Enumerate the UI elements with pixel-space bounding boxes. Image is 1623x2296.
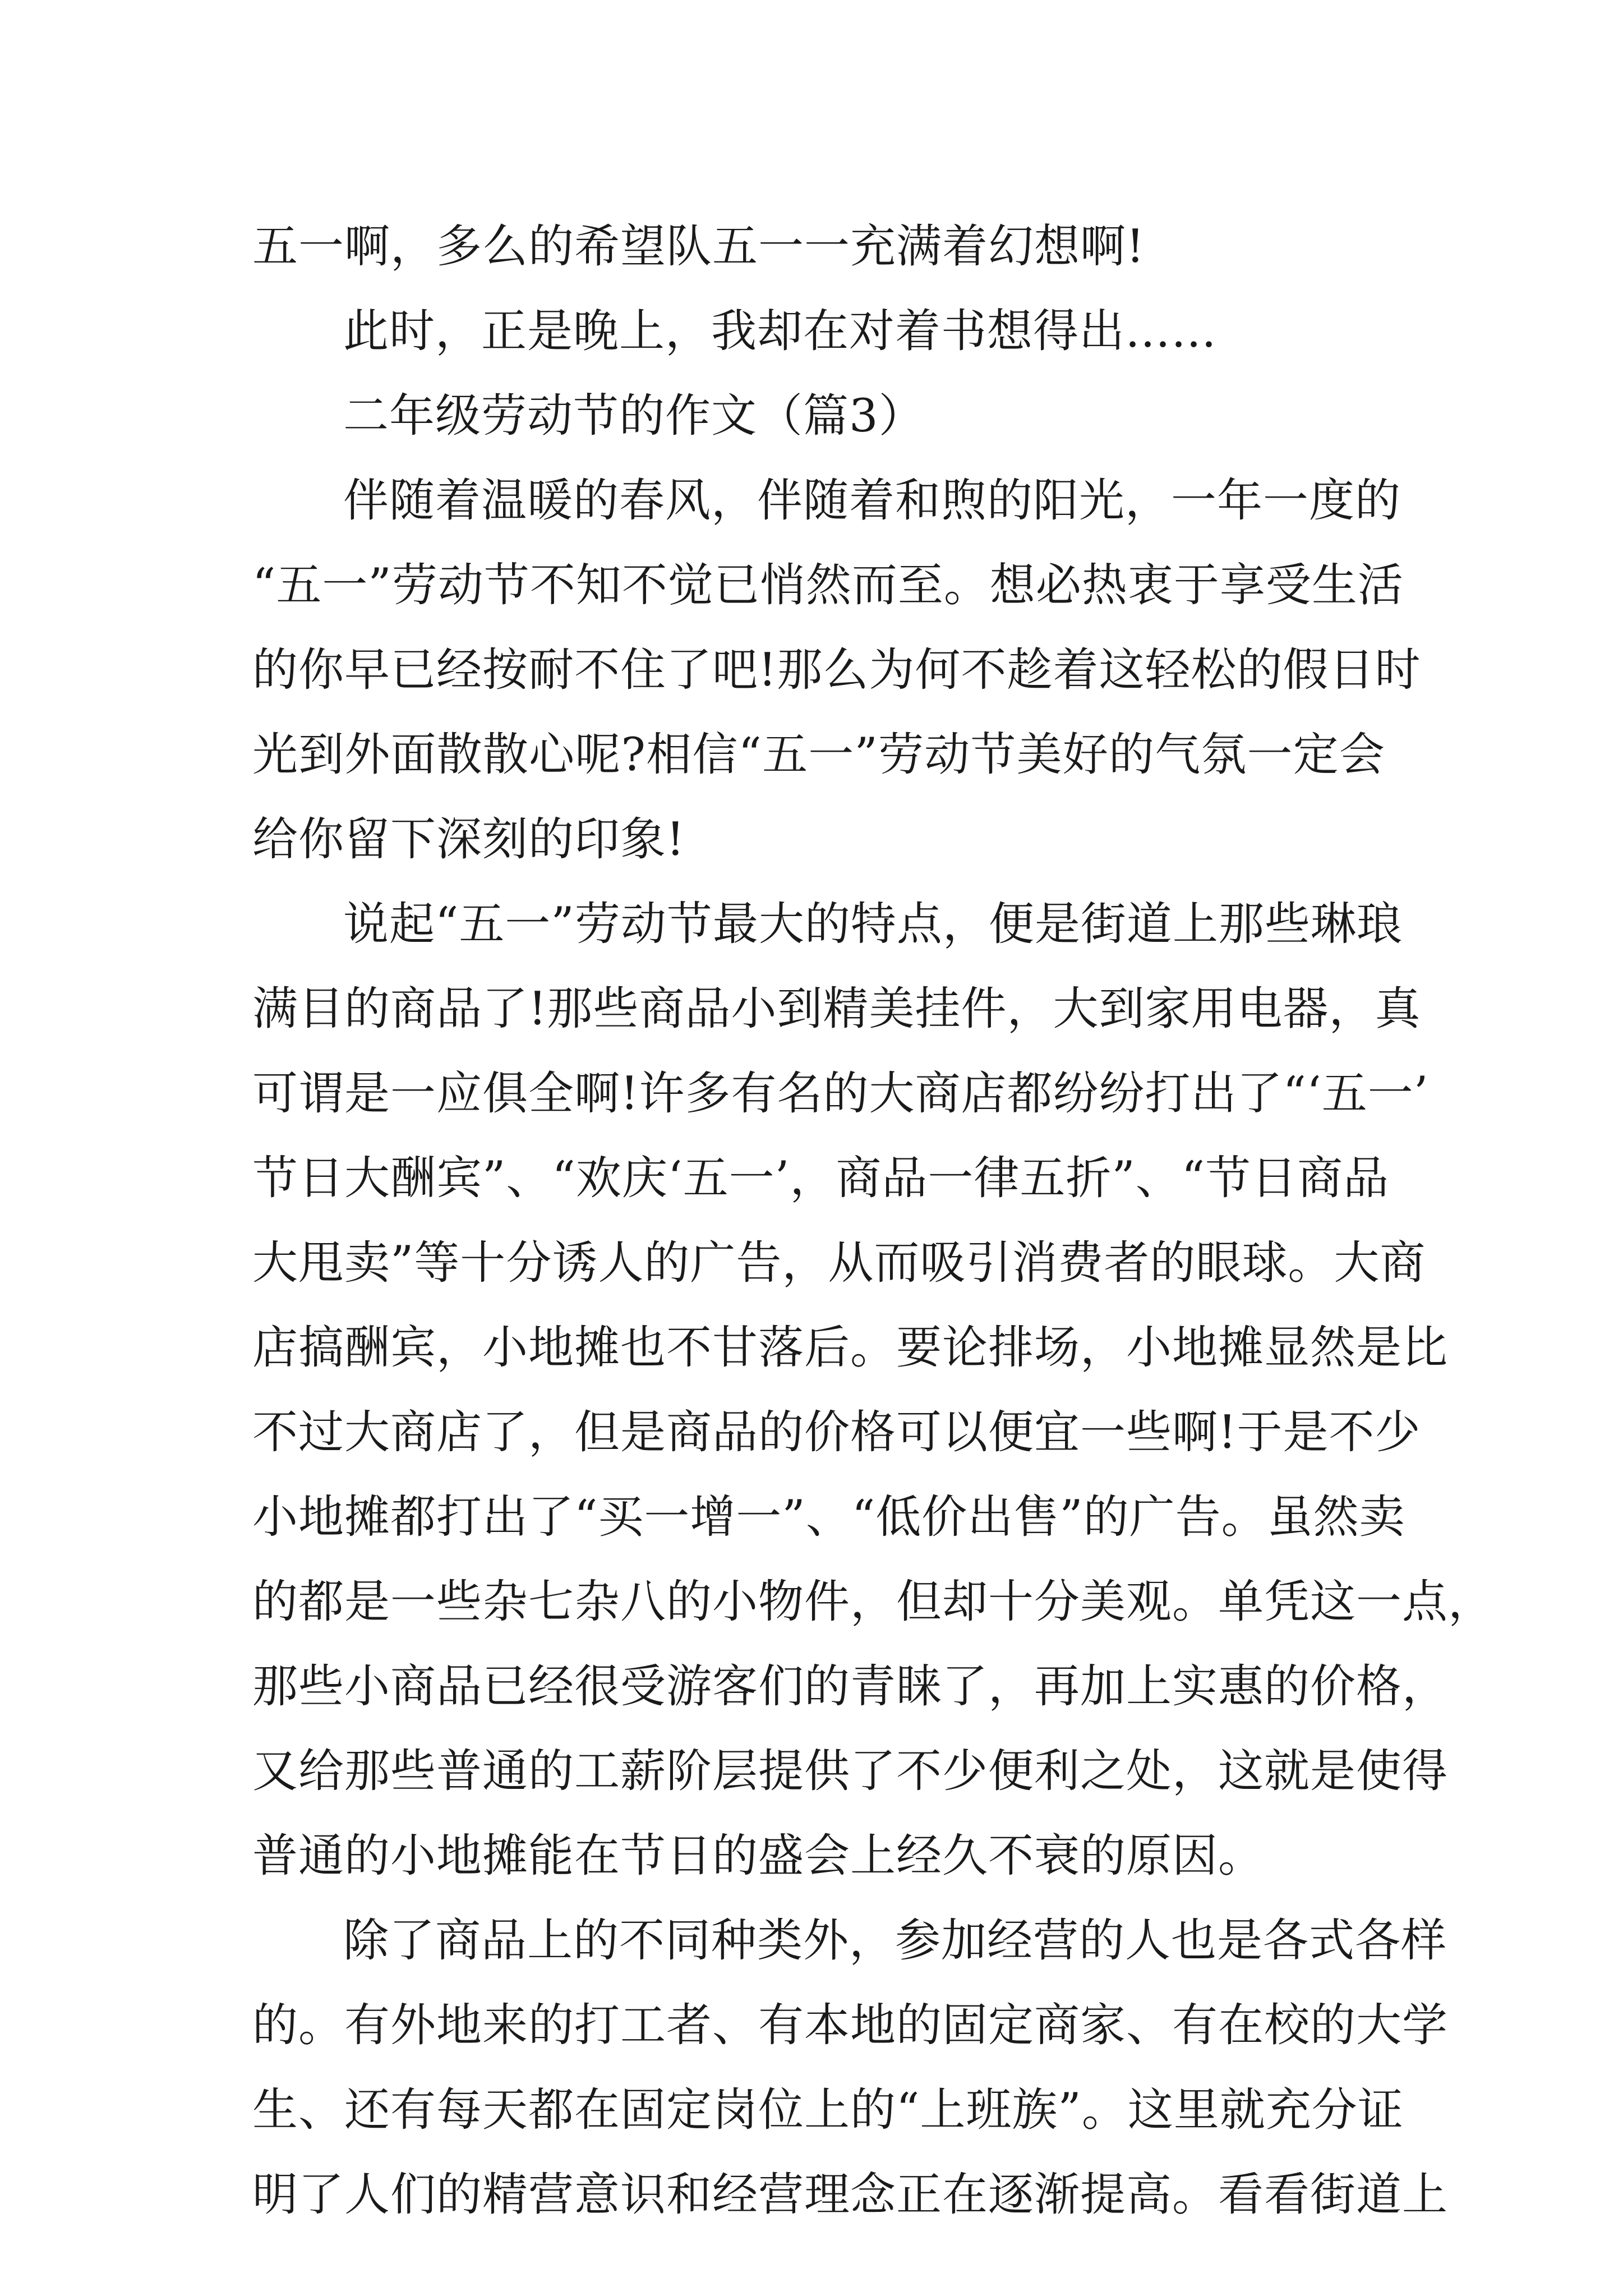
text-line: 普通的小地摊能在节日的盛会上经久不衰的原因。 bbox=[252, 1830, 1265, 1883]
text-line: 给你留下深刻的印象! bbox=[252, 813, 685, 866]
section-heading: 二年级劳动节的作文（篇3） bbox=[343, 390, 925, 443]
text-line: 又给那些普通的工薪阶层提供了不少便利之处，这就是使得 bbox=[252, 1745, 1449, 1798]
text-line: 小地摊都打出了“买一增一”、“低价出售”的广告。虽然卖 bbox=[252, 1491, 1405, 1544]
text-line: 满目的商品了!那些商品小到精美挂件，大到家用电器，真 bbox=[252, 983, 1421, 1036]
text-line: 明了人们的精营意识和经营理念正在逐渐提高。看看街道上 bbox=[252, 2169, 1449, 2221]
text-line: 可谓是一应俱全啊!许多有名的大商店都纷纷打出了“‘五一’ bbox=[252, 1068, 1429, 1120]
text-line: 除了商品上的不同种类外，参加经营的人也是各式各样 bbox=[343, 1915, 1447, 1967]
text-line: 的。有外地来的打工者、有本地的固定商家、有在校的大学 bbox=[252, 1999, 1449, 2052]
text-line: 那些小商品已经很受游客们的青睐了，再加上实惠的价格， bbox=[252, 1660, 1449, 1713]
text-line: 店搞酬宾，小地摊也不甘落后。要论排场，小地摊显然是比 bbox=[252, 1322, 1449, 1374]
text-line: 此时，正是晚上，我却在对着书想得出…… bbox=[343, 305, 1218, 358]
text-line: 说起“五一”劳动节最大的特点，便是街道上那些琳琅 bbox=[343, 898, 1403, 951]
text-line: 的你早已经按耐不住了吧!那么为何不趁着这轻松的假日时 bbox=[252, 644, 1421, 697]
text-line: 的都是一些杂七杂八的小物件，但却十分美观。单凭这一点， bbox=[252, 1576, 1495, 1628]
text-line: “五一”劳动节不知不觉已悄然而至。想必热衷于享受生活 bbox=[252, 559, 1404, 612]
body-text bbox=[252, 205, 1495, 2238]
text-line: 大甩卖”等十分诱人的广告，从而吸引消费者的眼球。大商 bbox=[252, 1237, 1426, 1290]
text-line: 伴随着温暖的春风，伴随着和煦的阳光，一年一度的 bbox=[343, 475, 1401, 527]
text-line: 光到外面散散心呢?相信“五一”劳动节美好的气氛一定会 bbox=[252, 729, 1385, 781]
text-line: 不过大商店了，但是商品的价格可以便宜一些啊!于是不少 bbox=[252, 1406, 1421, 1459]
text-line: 生、还有每天都在固定岗位上的“上班族”。这里就充分证 bbox=[252, 2084, 1404, 2137]
text-line: 节日大酬宾”、“欢庆‘五一’，商品一律五折”、“节日商品 bbox=[252, 1152, 1390, 1205]
text-line: 五一啊，多么的希望队五一一充满着幻想啊! bbox=[252, 220, 1145, 273]
